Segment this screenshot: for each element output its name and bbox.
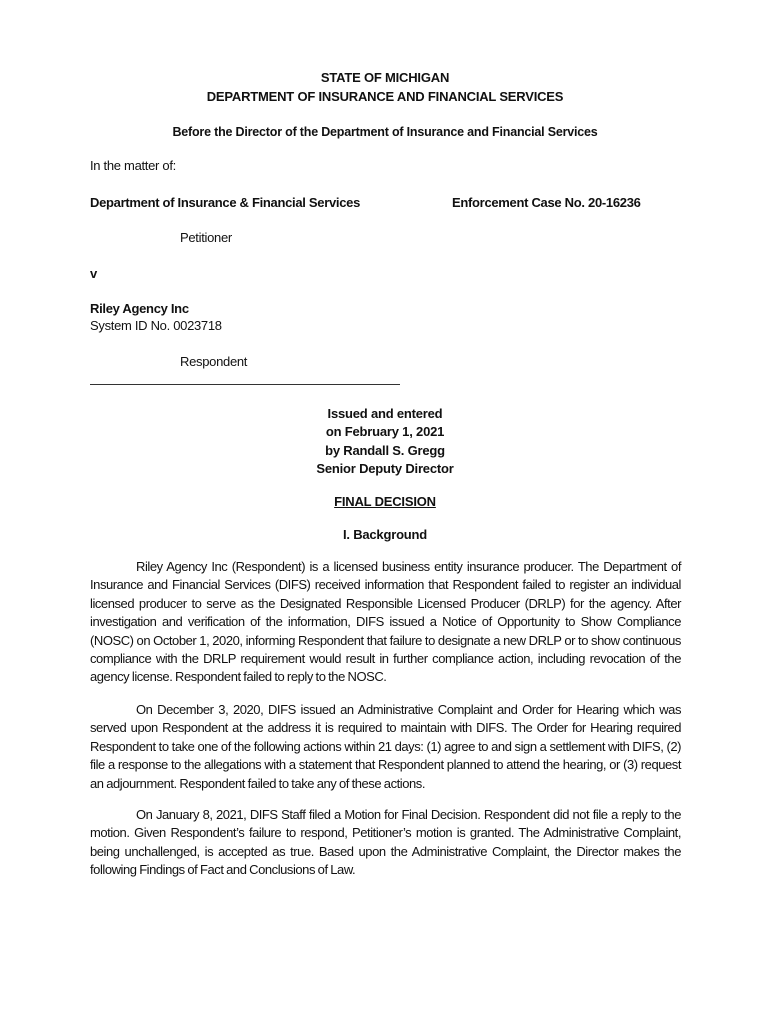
issued-line-1: Issued and entered (327, 406, 443, 421)
background-paragraph-3: On January 8, 2021, DIFS Staff filed a Motion for Final Decision. Respondent did not file a reply to the motion. Given Respondent’s failure to respond, Petitioner’s motion is granted. The Administrative Complaint, being unchallenged, is accepted as true. Based upon the Administrative Complaint, the Director makes the following Findings of Fact and Conclusions of Law. (90, 807, 681, 878)
respondent-role: Respondent (180, 354, 248, 369)
respondent-name: Riley Agency Inc (90, 301, 189, 316)
background-paragraph-1: Riley Agency Inc (Respondent) is a licensed business entity insurance producer. The Department of Insurance and Financial Services (DIFS) received information that Respondent failed to register an individual licensed producer to serve as the Designated Responsible Licensed Producer (DRLP) for the agency. After investigation and verification of the information, DIFS issued a Notice of Opportunity to Show Compliance (NOSC) on October 1, 2020, informing Respondent that failure to designate a new DRLP or to show continuous compliance with the DRLP requirement would result in further compliance action, including revocation of the agency license. Respondent failed to reply to the NOSC. (90, 559, 681, 685)
final-decision-wrapper (0, 494, 770, 509)
final-decision-title: FINAL DECISION (334, 494, 436, 509)
petitioner-name: Department of Insurance & Financial Services (90, 195, 361, 210)
state-heading: STATE OF MICHIGAN (320, 70, 450, 85)
issued-line-4: Senior Deputy Director (316, 461, 454, 476)
caption-divider (90, 384, 400, 385)
before-director-heading: Before the Director of the Department of Insurance and Financial Services (172, 125, 598, 139)
petitioner-role: Petitioner (180, 230, 232, 245)
section-heading-background: I. Background (342, 527, 428, 542)
issued-line-2: on February 1, 2021 (325, 424, 445, 439)
in-matter-label: In the matter of: (90, 158, 176, 173)
system-id: System ID No. 0023718 (90, 318, 222, 333)
case-number: Enforcement Case No. 20-16236 (452, 195, 641, 210)
issued-line-3: by Randall S. Gregg (325, 443, 445, 458)
versus-label: v (90, 266, 97, 281)
background-paragraph-2: On December 3, 2020, DIFS issued an Administrative Complaint and Order for Hearing which was served upon Respondent at the address it is required to maintain with DIFS. The Order for Hearing required Respondent to take one of the following actions within 21 days: (1) agree to and sign a settlement with DIFS, (2) file a response to the allegations with a statement that Respondent planned to attend the hearing, or (3) request an adjournment. Respondent failed to take any of these actions. (90, 702, 681, 791)
department-heading: DEPARTMENT OF INSURANCE AND FINANCIAL SERVICES (206, 89, 564, 104)
